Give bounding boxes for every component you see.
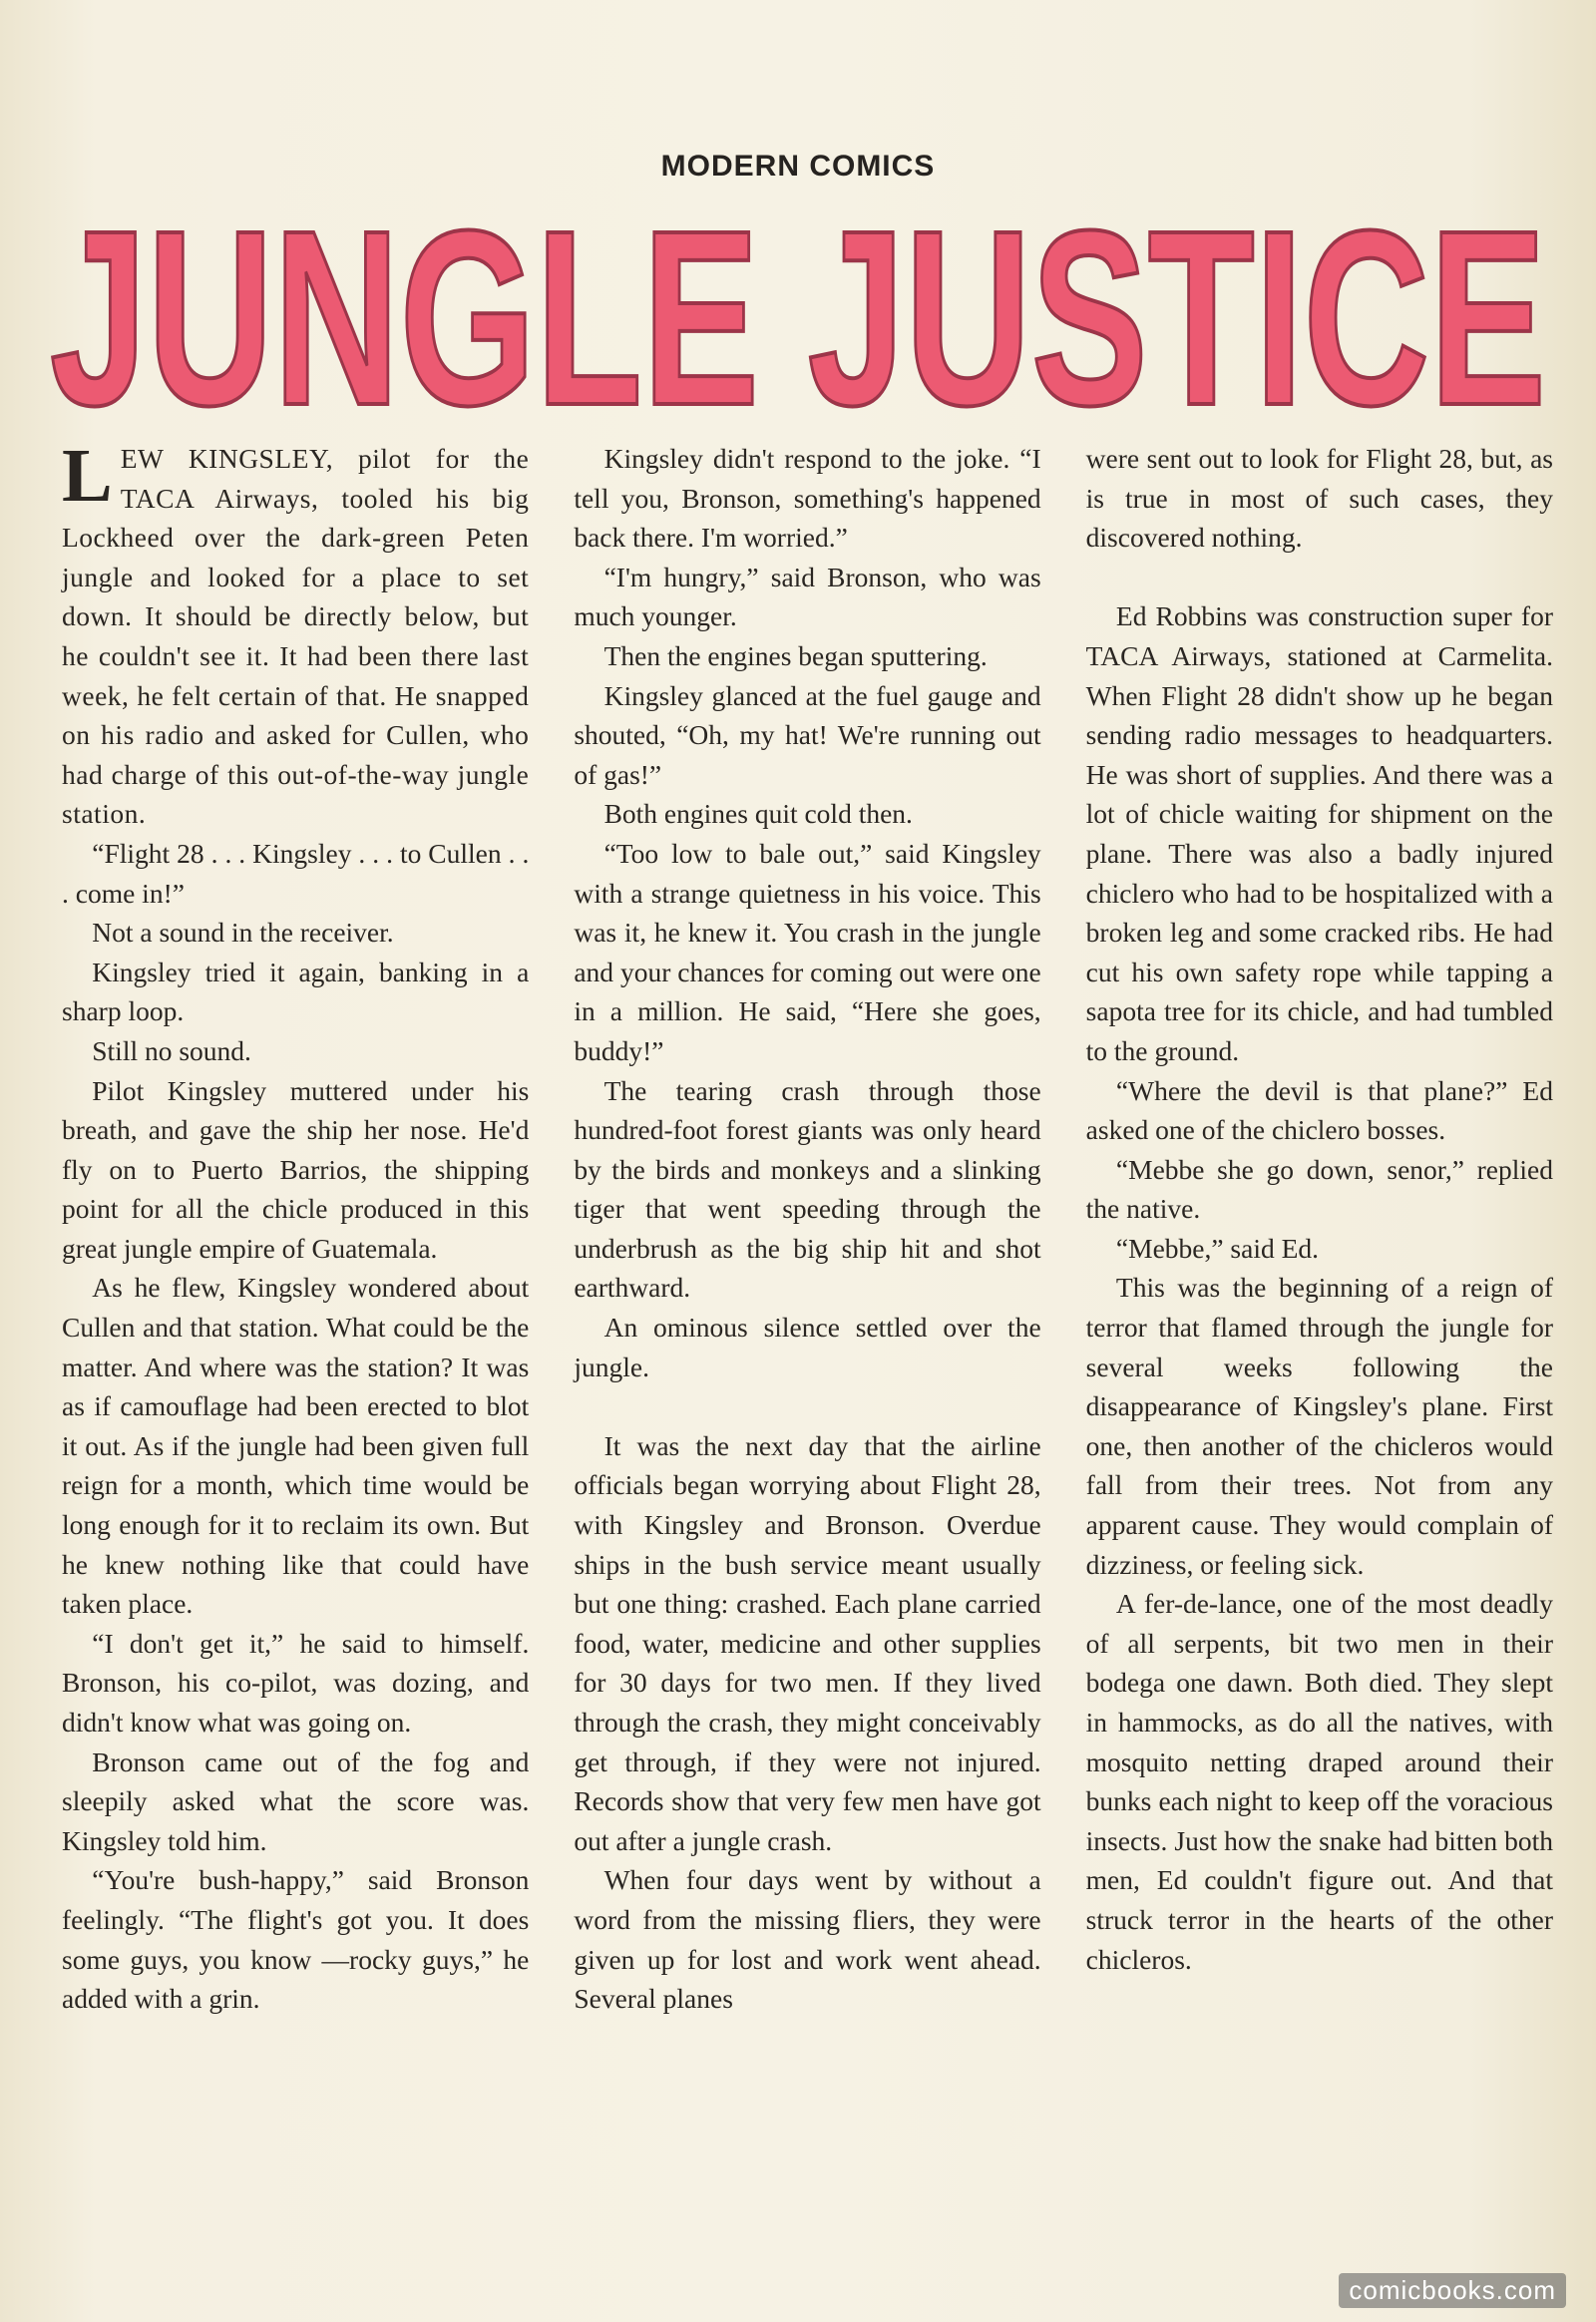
- paragraph: An ominous silence settled over the jungle.: [574, 1312, 1041, 1382]
- paragraph: The tearing crash through those hundred-foot forest giants was only heard by the birds and monkeys and a slinking tiger that went speeding through the underbrush as the big ship hit and shot earthward.: [574, 1074, 1041, 1304]
- paragraph: Kingsley glanced at the fuel gauge and shouted, “Oh, my hat! We're running out of gas!”: [574, 679, 1041, 790]
- paragraph: “Flight 28 . . . Kingsley . . . to Cullen . . . come in!”: [62, 837, 530, 909]
- headline: [40, 180, 1556, 439]
- paragraph: were sent out to look for Flight 28, but, as is true in most of such cases, they discovered nothing.: [1085, 443, 1553, 554]
- headline-lettering: [40, 180, 1556, 439]
- paragraph: This was the beginning of a reign of terror that flamed through the jungle for several weeks following the disappearance of Kingsley's plane. First one, then another of the chicleros would fall from their trees. Not from any apparent cause. They would complain of dizziness, or feeling sick.: [1085, 1272, 1553, 1580]
- column-1: [62, 434, 530, 2254]
- column-2: [574, 439, 1040, 2254]
- paragraph: It was the next day that the airline officials began worrying about Flight 28, with Kingsley and Bronson. Overdue ships in the bush service meant usually but one thing: crashed. Each plane carried food, water, medicine and other supplies for 30 days for two men. If they lived through the crash, they might conceivably get through, if they were not injured. Records show that very few men have got out after a jungle crash.: [574, 1429, 1041, 1856]
- paragraph: “Where the devil is that plane?” Ed asked one of the chiclero bosses.: [1085, 1074, 1553, 1146]
- paragraph: Then the engines began sputtering.: [603, 639, 988, 671]
- paragraph: “I'm hungry,” said Bronson, who was much younger.: [574, 561, 1041, 632]
- paragraph: LEW KINGSLEY, pilot for the TACA Airways, tooled his big Lockheed over the dark-green Peten jungle and looked for a place to set down. It should be directly below, but he couldn't see it. It had been there last week, he felt certain of that. He snapped on his radio and asked for Cullen, who had charge of this out-of-the-way jungle station.: [62, 434, 530, 830]
- paragraph: Ed Robbins was construction super for TACA Airways, stationed at Carmelita. When Flight 28 didn't show up he began sending radio messages to headquarters. He was short of supplies. And there was a lot of chicle waiting for shipment on the plane. There was also a badly injured chiclero who had to be hospitalized with a broken leg and some cracked ribs. He had cut his own safety rope while tapping a sapota tree for its chicle, and had tumbled to the ground.: [1085, 600, 1553, 1066]
- paragraph: Still no sound.: [92, 1034, 251, 1066]
- series-title: MODERN COMICS: [660, 150, 936, 183]
- paragraph: “You're bush-happy,” said Bronson feelingly. “The flight's got you. It does some guys, you know —rocky guys,” he added with a grin.: [62, 1864, 530, 2015]
- watermark: comicbooks.com: [1339, 2273, 1566, 2308]
- column-3: [1086, 439, 1553, 2254]
- article-body: [62, 434, 1553, 2254]
- headline-text: JUNGLE JUSTICE: [50, 180, 1546, 439]
- paragraph: Kingsley didn't respond to the joke. “I tell you, Bronson, something's happened back there. I'm worried.”: [574, 443, 1041, 554]
- paragraph: Pilot Kingsley muttered under his breath, and gave the ship her nose. He'd fly on to Puerto Barrios, the shipping point for all the chicle produced in this great jungle empire of Guatemala.: [62, 1074, 530, 1264]
- paragraph: Both engines quit cold then.: [603, 798, 913, 830]
- paragraph: Kingsley tried it again, banking in a sharp loop.: [62, 956, 530, 1027]
- paragraph: “Mebbe she go down, senor,” replied the native.: [1085, 1153, 1553, 1225]
- paragraph: “I don't get it,” he said to himself. Bronson, his co-pilot, was dozing, and didn't know what was going on.: [62, 1627, 530, 1738]
- paragraph: Bronson came out of the fog and sleepily asked what the score was. Kingsley told him.: [62, 1745, 530, 1856]
- paragraph: When four days went by without a word from the missing fliers, they were given up for lost and work went ahead. Several planes: [574, 1864, 1041, 2015]
- paragraph: “Too low to bale out,” said Kingsley with a strange quietness in his voice. This was it, he knew it. You crash in the jungle and your chances for coming out were one in a million. He said, “Here she goes, buddy!”: [574, 837, 1041, 1066]
- paragraph: Not a sound in the receiver.: [92, 917, 394, 949]
- paragraph: As he flew, Kingsley wondered about Cullen and that station. What could be the matter. And where was the station? It was as if camouflage had been erected to blot it out. As if the jungle had been given full reign for a month, which time would be long enough for it to reclaim its own. But he knew nothing like that could have taken place.: [62, 1272, 530, 1620]
- paragraph: A fer-de-lance, one of the most deadly of all serpents, bit two men in their bodega one dawn. Both died. They slept in hammocks, as do all the natives, with mosquito netting draped around their bunks each night to keep off the voracious insects. Just how the snake had bitten both men, Ed couldn't figure out. And that struck terror in the hearts of the other chicleros.: [1085, 1588, 1553, 1975]
- drop-cap: L: [62, 434, 113, 518]
- paragraph: “Mebbe,” said Ed.: [1115, 1232, 1320, 1264]
